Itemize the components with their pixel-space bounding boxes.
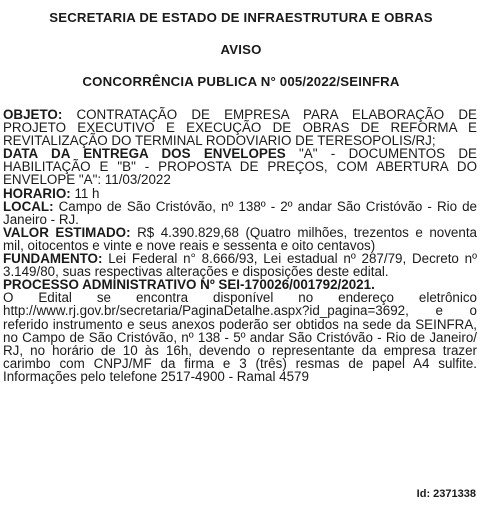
local-paragraph (3, 200, 477, 226)
data-entrega-label: DATA DA ENTREGA DOS ENVELOPES (3, 146, 286, 162)
objeto-paragraph (3, 108, 477, 147)
horario-text: 11 h (74, 185, 100, 201)
notice-body (3, 108, 477, 383)
horario-label: HORARIO: (3, 185, 71, 201)
data-entrega-text: "A" - DOCUMENTOS DE HABILITAÇÃO E "B" - PROPOSTA DE PREÇOS, COM ABERTURA DO ENVELOPE "A": 11/03/2022 (3, 146, 477, 188)
valor-paragraph (3, 226, 477, 252)
edital-paragraph: O Edital se encontra disponível no endereço eletrônico http://www.rj.gov.br/secretaria/PaginaDetalhe.aspx?id_pagina=3692, e o referido instrumento e seus anexos poderão ser obtidos na sede da SEINFRA, no Campo de São Cristóvão, nº 138 - 5º andar São Cristóvão - Rio de Janeiro/ RJ, no horário de 10 às 16h, devendo o representante da empresa trazer carimbo com CNPJ/MF da firma e 3 (três) resmas de papel A4 sulfite. Informações pelo telefone 2517-4900 - Ramal 4579 (3, 290, 477, 384)
valor-label: VALOR ESTIMADO: (3, 224, 131, 240)
data-entrega-paragraph (3, 147, 477, 186)
tender-title: CONCORRÊNCIA PUBLICA N° 005/2022/SEINFRA (82, 74, 400, 89)
local-label: LOCAL: (3, 198, 54, 214)
fundamento-text: Lei Federal n° 8.666/93, Lei estadual nº 287/79, Decreto nº 3.149/80, suas respectivas alterações e disposições deste edital. (3, 251, 477, 280)
fundamento-label: FUNDAMENTO: (3, 251, 103, 267)
objeto-text: CONTRATAÇÃO DE EMPRESA PARA ELABORAÇÃO DE PROJETO EXECUTIVO E EXECUÇÃO DE OBRAS DE REFORMA E REVITALIZAÇÃO DO TERMINAL RODOVIARIO DE TERESOPOLIS/RJ; (3, 107, 477, 149)
fundamento-paragraph (3, 252, 477, 278)
local-text: Campo de São Cristóvão, nº 138º - 2º andar São Cristóvão - Rio de Janeiro - RJ. (3, 198, 477, 227)
agency-title: SECRETARIA DE ESTADO DE INFRAESTRUTURA E OBRAS (49, 10, 433, 25)
objeto-label: OBJETO: (3, 107, 63, 122)
notice-title: AVISO (220, 42, 262, 57)
processo-label: PROCESSO ADMINISTRATIVO Nº SEI-170026/001792/2021. (3, 277, 375, 293)
notice-id: Id: 2371338 (416, 488, 476, 500)
valor-text: R$ 4.390.829,68 (Quatro milhões, trezentos e noventa mil, oitocentos e vinte e nove reais e sessenta e oito centavos) (3, 224, 477, 253)
